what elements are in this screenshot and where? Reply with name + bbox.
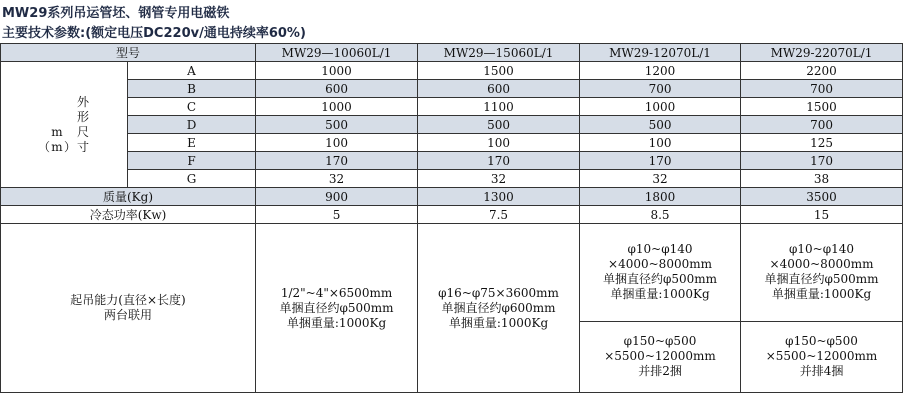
capacity-model-1 <box>256 224 418 393</box>
power-value: 7.5 <box>418 206 580 224</box>
dims-group-label: （mm）外形尺寸 <box>1 62 128 188</box>
capacity-line: 单捆直径约φ500mm <box>602 272 718 287</box>
dim-label: C <box>128 98 256 116</box>
dim-value: 1500 <box>741 98 903 116</box>
dim-value: 100 <box>256 134 418 152</box>
power-value: 15 <box>741 206 903 224</box>
page-subtitle: 主要技术参数:(额定电压DC220v/通电持续率60%) <box>2 26 306 41</box>
dim-value: 500 <box>256 116 418 134</box>
dim-value: 32 <box>256 170 418 188</box>
dim-value: 1000 <box>580 98 741 116</box>
dim-value: 32 <box>580 170 741 188</box>
power-row <box>1 206 903 224</box>
capacity-model-3-top <box>580 224 741 322</box>
capacity-label <box>1 224 256 393</box>
dim-value: 700 <box>741 80 903 98</box>
dim-label: F <box>128 152 256 170</box>
dim-value: 600 <box>418 80 580 98</box>
mass-label: 质量(Kg) <box>1 188 256 206</box>
dim-row-a <box>1 62 903 80</box>
capacity-model-4-bottom <box>741 321 903 392</box>
capacity-label-line2: 两台联用 <box>104 308 153 322</box>
capacity-line: 单捆直径约φ500mm <box>764 272 879 287</box>
power-value: 5 <box>256 206 418 224</box>
dim-value: 1000 <box>256 62 418 80</box>
model-4: MW29-22070L/1 <box>741 44 903 62</box>
capacity-line: 单捆直径约φ600mm <box>441 300 556 315</box>
capacity-line: φ16~φ75×3600mm <box>438 285 559 300</box>
capacity-line: 单捆重量:1000Kg <box>610 287 710 302</box>
capacity-line: ×4000~8000mm <box>769 257 874 272</box>
mass-value: 1300 <box>418 188 580 206</box>
capacity-model-4-top <box>741 224 903 322</box>
power-label: 冷态功率(Kw) <box>1 206 256 224</box>
capacity-line: 并排2捆 <box>638 364 682 379</box>
dim-value: 1500 <box>418 62 580 80</box>
mass-value: 1800 <box>580 188 741 206</box>
capacity-line: 单捆重量:1000Kg <box>771 287 872 302</box>
header-row <box>1 44 903 62</box>
dims-unit: mm <box>51 124 63 154</box>
capacity-line: φ10~φ140 <box>627 242 693 257</box>
dims-label: 外形尺寸 <box>77 94 90 154</box>
model-label: 型号 <box>1 44 256 62</box>
dim-label: A <box>128 62 256 80</box>
dim-value: 600 <box>256 80 418 98</box>
capacity-line: 单捆直径约φ500mm <box>279 300 394 315</box>
dim-value: 700 <box>580 80 741 98</box>
dim-value: 170 <box>418 152 580 170</box>
capacity-model-2 <box>418 224 580 393</box>
capacity-line: ×5500~12000mm <box>604 349 716 364</box>
dim-value: 1000 <box>256 98 418 116</box>
capacity-line: ×5500~12000mm <box>765 349 878 364</box>
capacity-line: 并排4捆 <box>799 364 844 379</box>
dim-value: 2200 <box>741 62 903 80</box>
dim-row-e <box>1 134 903 152</box>
mass-row <box>1 188 903 206</box>
page-title: MW29系列吊运管坯、钢管专用电磁铁 <box>2 6 230 21</box>
dim-label: B <box>128 80 256 98</box>
spec-table <box>0 43 903 393</box>
dim-value: 170 <box>580 152 741 170</box>
mass-value: 900 <box>256 188 418 206</box>
dim-value: 1100 <box>418 98 580 116</box>
dim-label: E <box>128 134 256 152</box>
capacity-line: 1/2"~4"×6500mm <box>280 285 393 300</box>
dim-value: 100 <box>418 134 580 152</box>
capacity-row-top <box>1 224 903 322</box>
dim-row-g <box>1 170 903 188</box>
capacity-line: 单捆重量:1000Kg <box>448 315 549 330</box>
dim-label: G <box>128 170 256 188</box>
dim-value: 500 <box>580 116 741 134</box>
capacity-model-3-bottom <box>580 321 741 392</box>
model-2: MW29—15060L/1 <box>418 44 580 62</box>
dim-row-f <box>1 152 903 170</box>
mass-value: 3500 <box>741 188 903 206</box>
model-1: MW29—10060L/1 <box>256 44 418 62</box>
dim-value: 170 <box>256 152 418 170</box>
dim-label: D <box>128 116 256 134</box>
dim-value: 170 <box>741 152 903 170</box>
dim-value: 38 <box>741 170 903 188</box>
dim-value: 1200 <box>580 62 741 80</box>
dim-row-c <box>1 98 903 116</box>
capacity-line: φ150~φ500 <box>623 334 697 349</box>
dim-row-d <box>1 116 903 134</box>
capacity-label-line1: 起吊能力(直径×长度) <box>70 293 186 307</box>
model-3: MW29-12070L/1 <box>580 44 741 62</box>
dim-row-b <box>1 80 903 98</box>
power-value: 8.5 <box>580 206 741 224</box>
capacity-line: φ150~φ500 <box>785 334 858 349</box>
capacity-line: φ10~φ140 <box>788 242 855 257</box>
dim-value: 32 <box>418 170 580 188</box>
dim-value: 500 <box>418 116 580 134</box>
capacity-line: 单捆重量:1000Kg <box>286 315 387 330</box>
capacity-line: ×4000~8000mm <box>608 257 712 272</box>
dim-value: 100 <box>580 134 741 152</box>
dim-value: 125 <box>741 134 903 152</box>
dim-value: 700 <box>741 116 903 134</box>
